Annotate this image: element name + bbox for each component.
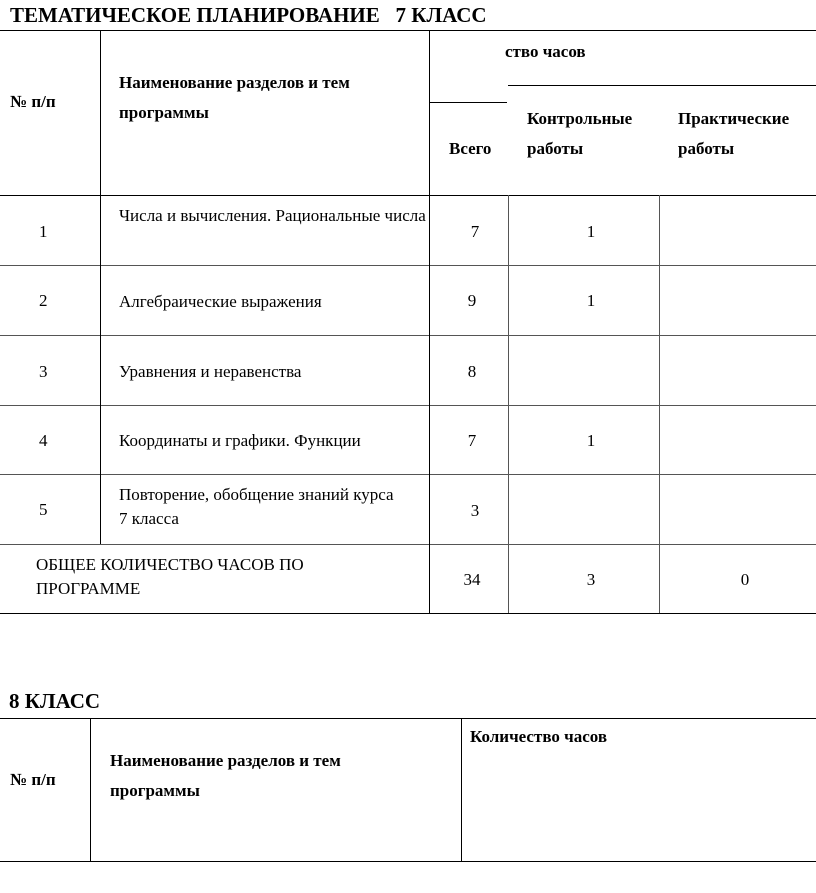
page-title: ТЕМАТИЧЕСКОЕ ПЛАНИРОВАНИЕ 7 КЛАСС [10,3,487,27]
table-border [0,718,816,719]
table-border [429,30,430,613]
row-tests: 1 [586,222,596,241]
column-header-name: Наименование разделов и тем программы [110,751,341,800]
table-border [0,30,816,31]
table-border [0,265,816,266]
row-number: 1 [39,222,48,241]
table-border [508,195,509,613]
table-border [90,718,91,861]
row-total: 3 [470,501,480,520]
row-total: 8 [467,362,477,381]
row-number: 5 [39,500,48,519]
column-header-name: Наименование разделов и тем программы [119,73,350,122]
row-name: Уравнения и неравенства [119,362,302,381]
table-border [508,85,816,86]
table-border [0,405,816,406]
row-tests: 1 [586,291,596,310]
summary-practical: 0 [740,570,750,589]
column-header-practical: Практические работы [678,109,790,158]
row-number: 3 [39,362,48,381]
table-border [0,474,816,475]
table-border [100,30,101,544]
column-header-hours: ство часов [505,42,586,61]
column-header-total: Всего [449,139,492,158]
row-total: 9 [467,291,477,310]
table-border [0,613,816,614]
table-border [0,544,816,545]
table-border [659,195,660,613]
column-header-number: № п/п [10,92,56,111]
summary-label: ОБЩЕЕ КОЛИЧЕСТВО ЧАСОВ ПО ПРОГРАММЕ [36,555,304,598]
table-border [0,861,816,862]
column-header-hours: Количество часов [470,727,608,746]
column-header-tests: Контрольные работы [527,109,633,158]
table-border [430,102,507,103]
row-tests: 1 [586,431,596,450]
row-name: Повторение, обобщение знаний курса 7 класса [119,485,394,528]
table-border [0,335,816,336]
row-total: 7 [467,431,477,450]
column-header-number: № п/п [10,770,56,789]
table-border [0,195,816,196]
row-number: 4 [39,431,48,450]
row-name: Координаты и графики. Функции [119,431,361,450]
row-name: Алгебраические выражения [119,292,322,311]
row-name: Числа и вычисления. Рациональные числа [119,206,426,225]
section-title: 8 КЛАСС [9,689,101,713]
summary-total: 34 [463,570,481,589]
summary-tests: 3 [586,570,596,589]
table-border [461,718,462,861]
row-total: 7 [470,222,480,241]
row-number: 2 [39,291,48,310]
